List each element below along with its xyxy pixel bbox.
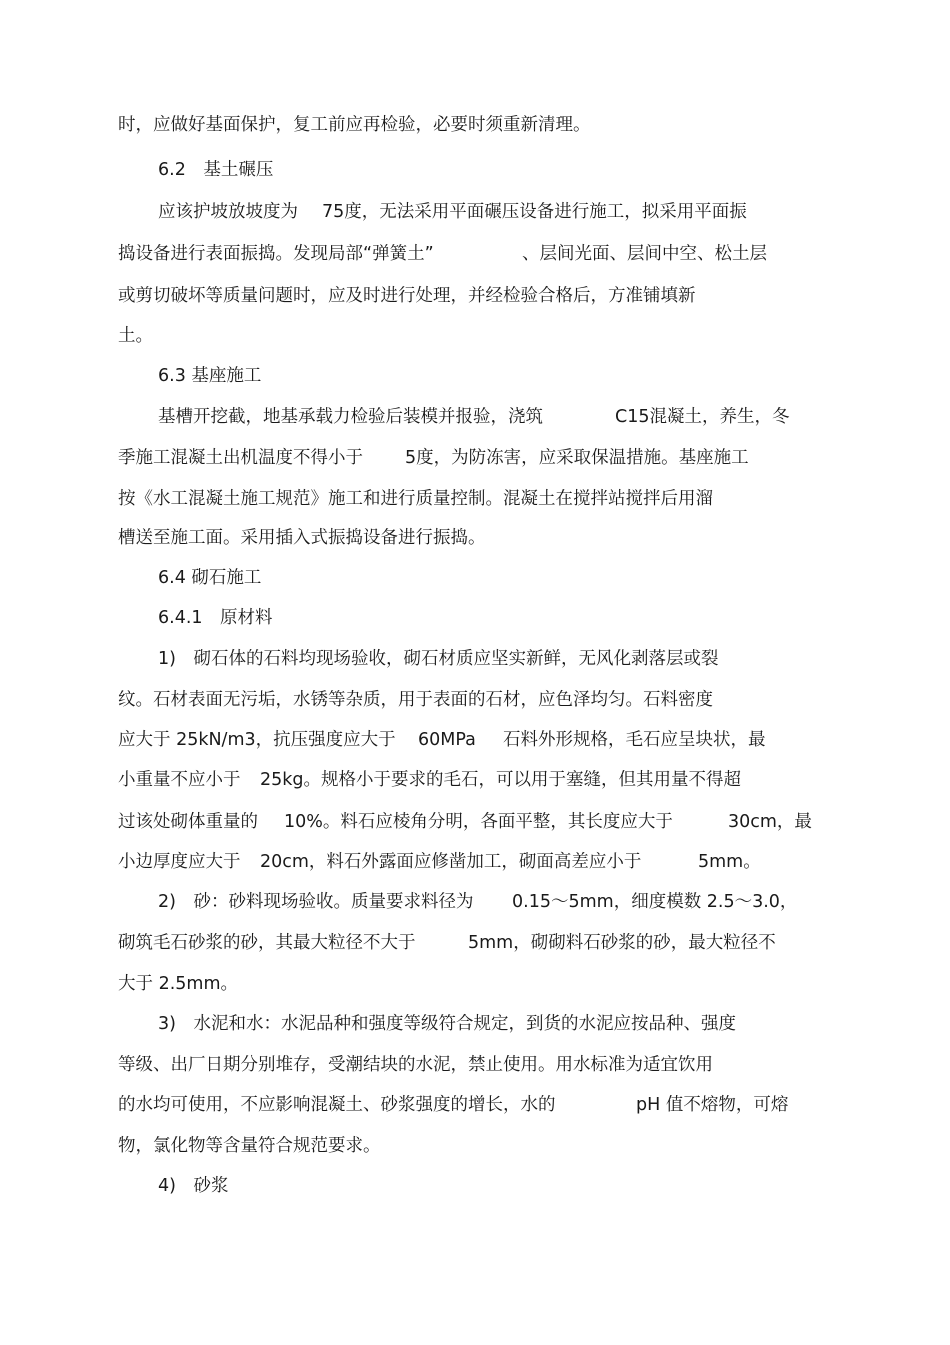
text-segment: 4) 砂浆	[158, 1176, 229, 1196]
text-line	[0, 850, 950, 874]
text-segment: C15混凝土，养生，冬	[615, 407, 790, 427]
text-segment: 6.3 基座施工	[158, 366, 262, 386]
text-segment: 土。	[118, 326, 153, 346]
text-line	[0, 405, 950, 429]
text-segment: 槽送至施工面。采用插入式振捣设备进行振捣。	[118, 528, 486, 548]
text-segment: 或剪切破坏等质量问题时，应及时进行处理，并经检验合格后，方准铺填新	[118, 286, 696, 306]
text-line	[0, 890, 950, 914]
text-line	[0, 1012, 950, 1036]
text-segment: 砌筑毛石砂浆的砂，其最大粒径不大于	[118, 933, 416, 953]
text-segment: 5mm，砌砌料石砂浆的砂，最大粒径不	[468, 933, 776, 953]
text-line	[0, 364, 950, 388]
text-segment: 捣设备进行表面振捣。发现局部“弹簧土”	[118, 244, 434, 264]
text-segment: 5mm。	[698, 852, 761, 872]
text-line	[0, 728, 950, 752]
text-line	[0, 158, 950, 182]
text-segment: 小边厚度应大于	[118, 852, 241, 872]
text-segment: 等级、出厂日期分别堆存，受潮结块的水泥，禁止使用。用水标准为适宜饮用	[118, 1055, 713, 1075]
text-line	[0, 487, 950, 511]
text-segment: 基槽开挖截，地基承载力检验后装模并报验，浇筑	[158, 407, 543, 427]
text-segment: 的水均可使用，不应影响混凝土、砂浆强度的增长，水的	[118, 1095, 556, 1115]
text-line	[0, 200, 950, 224]
text-line	[0, 647, 950, 671]
text-line	[0, 810, 950, 834]
text-segment: 应该护坡放坡度为	[158, 202, 298, 222]
text-segment: 石料外形规格，毛石应呈块状，最	[503, 730, 766, 750]
text-line	[0, 526, 950, 550]
text-line	[0, 606, 950, 630]
text-segment: 大于 2.5mm。	[118, 974, 238, 994]
text-segment: 2) 砂：砂料现场验收。质量要求料径为	[158, 892, 474, 912]
text-segment: 1) 砌石体的石料均现场验收，砌石材质应坚实新鲜，无风化剥落层或裂	[158, 649, 719, 669]
text-segment: 30cm，最	[728, 812, 812, 832]
text-segment: 应大于 25kN/m3，抗压强度应大于	[118, 730, 396, 750]
text-segment: 6.2 基土碾压	[158, 160, 274, 180]
text-segment: 纹。石材表面无污垢，水锈等杂质，用于表面的石材，应色泽均匀。石料密度	[118, 690, 713, 710]
text-line	[0, 931, 950, 955]
text-line	[0, 113, 950, 137]
text-segment: 6.4.1 原材料	[158, 608, 273, 628]
text-segment: 3) 水泥和水：水泥品种和强度等级符合规定，到货的水泥应按品种、强度	[158, 1014, 736, 1034]
text-line	[0, 284, 950, 308]
text-segment: pH 值不熔物，可熔	[636, 1095, 789, 1115]
text-segment: 物，氯化物等含量符合规范要求。	[118, 1136, 381, 1156]
text-segment: 0.15～5mm，细度模数 2.5～3.0，	[512, 892, 798, 912]
text-line	[0, 1053, 950, 1077]
text-line	[0, 1174, 950, 1198]
text-line	[0, 242, 950, 266]
text-segment: 、层间光面、层间中空、松土层	[522, 244, 767, 264]
text-segment: 60MPa	[418, 730, 476, 750]
text-segment: 按《水工混凝土施工规范》施工和进行质量控制。混凝土在搅拌站搅拌后用溜	[118, 489, 713, 509]
text-line	[0, 768, 950, 792]
text-segment: 时，应做好基面保护，复工前应再检验，必要时须重新清理。	[118, 115, 591, 135]
text-line	[0, 1093, 950, 1117]
text-segment: 5度，为防冻害，应采取保温措施。基座施工	[405, 448, 749, 468]
text-segment: 季施工混凝土出机温度不得小于	[118, 448, 363, 468]
text-segment: 20cm，料石外露面应修凿加工，砌面高差应小于	[260, 852, 642, 872]
text-line	[0, 324, 950, 348]
text-line	[0, 972, 950, 996]
text-segment: 小重量不应小于	[118, 770, 241, 790]
text-segment: 10%。料石应棱角分明，各面平整，其长度应大于	[284, 812, 673, 832]
text-line	[0, 1134, 950, 1158]
text-segment: 6.4 砌石施工	[158, 568, 262, 588]
text-line	[0, 446, 950, 470]
text-line	[0, 566, 950, 590]
text-line	[0, 688, 950, 712]
text-segment: 75度，无法采用平面碾压设备进行施工，拟采用平面振	[322, 202, 747, 222]
text-segment: 过该处砌体重量的	[118, 812, 258, 832]
text-segment: 25kg。规格小于要求的毛石，可以用于塞缝，但其用量不得超	[260, 770, 742, 790]
